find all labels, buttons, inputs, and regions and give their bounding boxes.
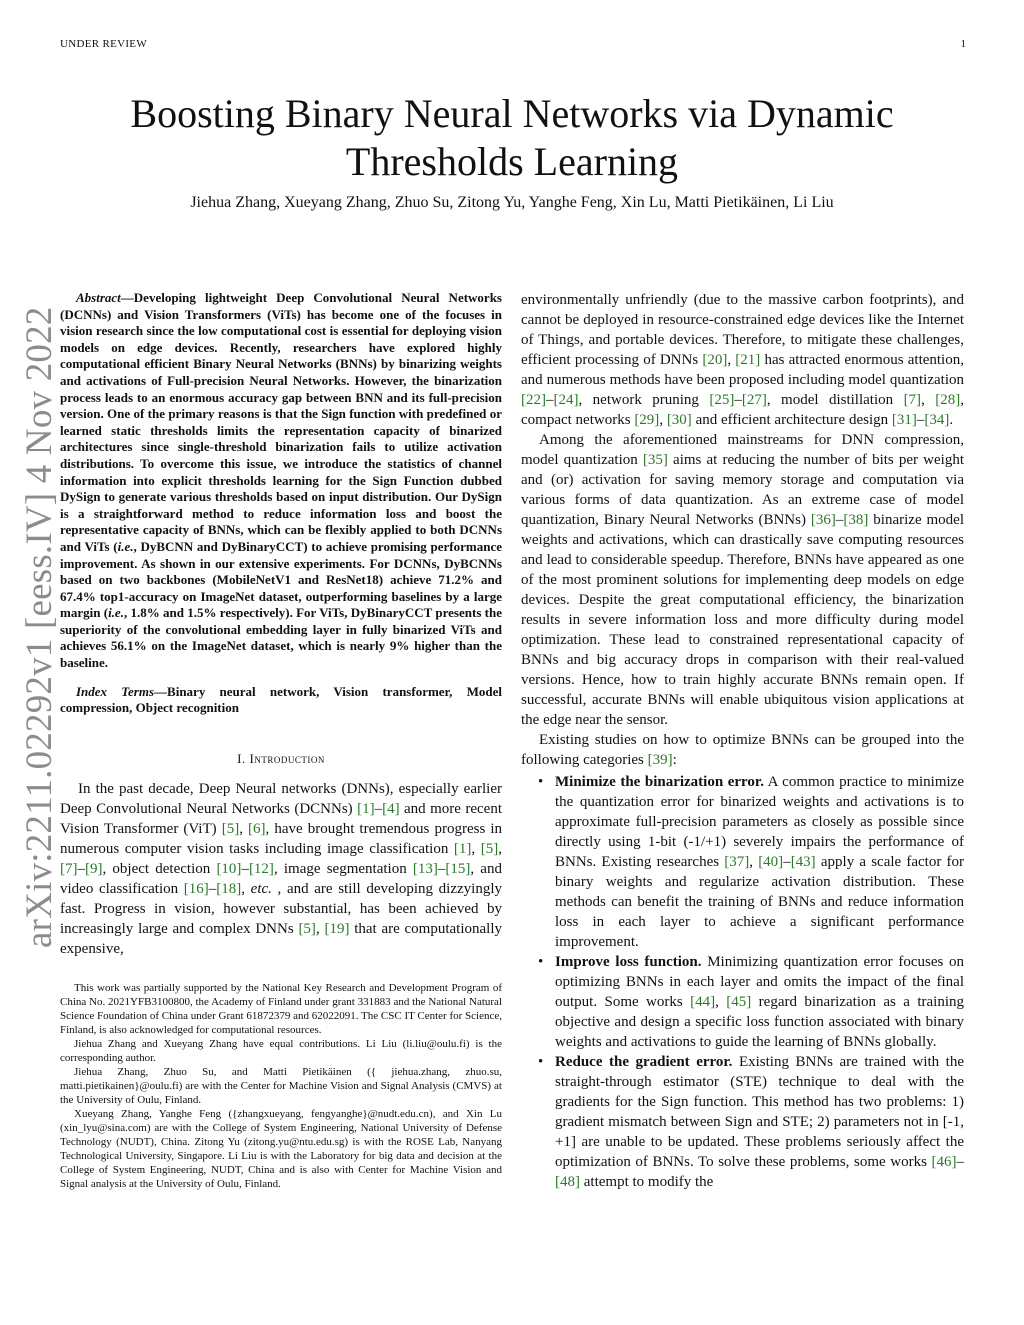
footnote-affiliation-oulu: Jiehua Zhang, Zhuo Su, and Matti Pietikäinen ({ jiehua.zhang, zhuo.su, matti.pietikainen}@oulu.fi) are with the Center for Machine Vision and Signal Analysis (CMVS) at the University of Oulu, Finland.: [60, 1065, 502, 1106]
citation-link[interactable]: [18]: [216, 880, 242, 897]
citation-link[interactable]: [19]: [324, 920, 350, 937]
citation-link[interactable]: [5]: [480, 840, 499, 857]
intro-paragraph: In the past decade, Deep Neural networks (DNNs), especially earlier Deep Convolutional Neural Networks (DCNNs) [1]–[4] and more recent Vision Transformer (ViT) [5], [6], have brought tremendous progress in numerous computer vision tasks including image classification [1], [5], [7]–[9], object detection [10]–[12], image segmentation [13]–[15], and video classification [16]–[18], etc. , and are still developing dizzyingly fast. Progress in vision, however substantial, has been achieved by increasingly large and complex DNNs [5], [19] that are computationally expensive,: [60, 780, 503, 957]
arxiv-side-stamp: arXiv:2211.02292v1 [eess.IV] 4 Nov 2022: [19, 306, 60, 948]
list-item: • Minimize the binarization error. A common practice to minimize the quantization error for binarized weights and activations is to approximate full-precision parameters as closely as possible since directly using 1-bit (-1/+1) severely impairs the performance of BNNs. Existing researches [37], [40]–[43] apply a scale factor for binary weights and regularize activation distribution. These methods can benefit the training of BNNs and reduce information loss in each layer to achieve a significant performance improvement.: [538, 774, 965, 950]
citation-link[interactable]: [15]: [445, 860, 471, 877]
citation-link[interactable]: [24]: [553, 392, 579, 408]
category-list: [521, 772, 964, 1192]
body-paragraph: Among the aforementioned mainstreams for DNN compression, model quantization [35] aims at reducing the number of bits per weight and (or) activation for saving memory storage and computation via various forms of data quantization. As an extreme case of model quantization, Binary Neural Networks (BNNs) [36]–[38] binarize model weights and activations, which can drastically save computing resources and lead to considerable speedup. Therefore, BNNs have appeared as one of the most prominent solutions for implementing deep models on edge devices. Despite the great computational efficiency, the binarization results in severe information loss and more difficulty during model optimization. These lead to constrained representational capacity of BNNs and big accuracy drops in comparison with their real-valued versions. Hence, how to train highly accurate BNNs remain open. If successful, accurate BNNs will enable ubiquitous vision applications at the edge near the sensor.: [521, 432, 964, 728]
citation-link[interactable]: [44]: [690, 994, 716, 1010]
author-list: Jiehua Zhang, Xueyang Zhang, Zhuo Su, Zitong Yu, Yanghe Feng, Xin Lu, Matti Pietikäinen, Li Liu: [190, 194, 834, 211]
citation-link[interactable]: [5]: [298, 920, 316, 937]
citation-link[interactable]: [9]: [85, 860, 103, 877]
running-header: UNDER REVIEW: [60, 38, 148, 50]
citation-link[interactable]: [1]: [453, 840, 472, 857]
citation-link[interactable]: [30]: [666, 412, 692, 428]
citation-link[interactable]: [12]: [248, 860, 274, 877]
footnote-funding: This work was partially supported by the National Key Research and Development Program of China No. 2021YFB3100800, the Academy of Finland under grant 331883 and the National Natural Science Foundation of China under Grant 61872379 and 62022091. The CSC IT Center for Science, Finland, is also acknowledged for computational resources.: [60, 981, 502, 1036]
citation-link[interactable]: [29]: [634, 412, 660, 428]
right-column: [521, 290, 964, 1192]
body-paragraph: Existing studies on how to optimize BNNs can be grouped into the following categories [39]:: [521, 732, 964, 768]
abstract-label: Abstract: [76, 290, 121, 305]
citation-link[interactable]: [34]: [924, 412, 950, 428]
citation-link[interactable]: [7]: [903, 392, 922, 408]
citation-link[interactable]: [31]: [891, 412, 917, 428]
title-line-2: Thresholds Learning: [345, 139, 679, 184]
citation-link[interactable]: [38]: [843, 512, 869, 528]
paper-title: [0, 90, 1024, 186]
bullet-icon: •: [538, 774, 544, 790]
title-line-1: Boosting Binary Neural Networks via Dynamic: [130, 91, 894, 136]
citation-link[interactable]: [43]: [790, 854, 816, 870]
citation-link[interactable]: [48]: [555, 1174, 580, 1190]
citation-link[interactable]: [13]: [412, 860, 438, 877]
citation-link[interactable]: [25]: [709, 392, 735, 408]
citation-link[interactable]: [27]: [741, 392, 767, 408]
left-column: [60, 290, 502, 1191]
citation-link[interactable]: [7]: [60, 860, 78, 877]
citation-link[interactable]: [20]: [702, 352, 728, 368]
index-terms: Index Terms—Binary neural network, Vision transformer, Model compression, Object recognition: [60, 683, 502, 716]
citation-link[interactable]: [39]: [647, 752, 673, 768]
citation-link[interactable]: [5]: [221, 820, 240, 837]
citation-link[interactable]: [46]: [931, 1154, 957, 1170]
citation-link[interactable]: [1]: [357, 800, 375, 817]
citation-link[interactable]: [36]: [810, 512, 836, 528]
citation-link[interactable]: [21]: [735, 352, 761, 368]
citation-link[interactable]: [10]: [216, 860, 242, 877]
citation-link[interactable]: [37]: [724, 854, 750, 870]
bullet-icon: •: [538, 1054, 544, 1070]
list-item: • Reduce the gradient error. Existing BNNs are trained with the straight-through estimator (STE) technique to deal with the gradients for the Sign function. This method has two problems: 1) gradient mismatch between Sign and STE; 2) parameters not in [-1, +1] are unable to be updated. These problems seriously affect the optimization of BNNs. To solve these problems, some works [46]–[48] attempt to modify the: [538, 1054, 964, 1190]
citation-link[interactable]: [16]: [183, 880, 209, 897]
citation-link[interactable]: [6]: [248, 820, 266, 837]
citation-link[interactable]: [35]: [642, 452, 668, 468]
citation-link[interactable]: [45]: [726, 994, 752, 1010]
abstract: Abstract—Developing lightweight Deep Convolutional Neural Networks (DCNNs) and Vision Transformers (ViTs) has become one of the focuses in vision research since the low computational cost is essential for deploying vision models on edge devices. Recently, researchers have explored highly computational efficient Binary Neural Networks (BNNs) by binarizing weights and activations of Full-precision Neural Networks. However, the binarization process leads to an enormous accuracy gap between BNN and its full-precision version. One of the primary reasons is that the Sign function with predefined or learned static thresholds limits the representation capacity of binarized architectures since single-threshold binarization fails to utilize activation distributions. To overcome this issue, we introduce the statistics of channel information into explicit thresholds learning for the Sign Function dubbed DySign to generate various thresholds based on input distribution. Our DySign is a straightforward method to reduce information loss and boost the representative capacity of BNNs, which can be flexibly applied to both DCNNs and ViTs (i.e., DyBCNN and DyBinaryCCT) to achieve promising performance improvement. As shown in our extensive experiments. For DCNNs, DyBCNNs based on two backbones (MobileNetV1 and ResNet18) achieve 71.2% and 67.4% top1-accuracy on ImageNet dataset, outperforming baselines by a large margin (i.e., 1.8% and 1.5% respectively). For ViTs, DyBinaryCCT presents the superiority of the convolutional embedding layer in fully binarized ViTs and achieves 56.1% on the ImageNet dataset, which is nearly 9% higher than the baseline.: [60, 290, 503, 671]
citation-link[interactable]: [40]: [758, 854, 784, 870]
index-terms-label: Index Terms: [76, 683, 155, 699]
list-item: • Improve loss function. Minimizing quantization error focuses on optimizing BNNs in each layer and omits the impact of the final output. Some works [44], [45] regard binarization as a training objective and design a specific loss function associated with binary weights and activations to guide the learning of BNNs globally.: [538, 954, 965, 1050]
body-paragraph: environmentally unfriendly (due to the massive carbon footprints), and cannot be deployed in resource-constrained edge devices like the Internet of Things, and portable devices. Therefore, to mitigate these challenges, efficient processing of DNNs [20], [21] has attracted enormous attention, and numerous methods have been proposed including model quantization [22]–[24], network pruning [25]–[27], model distillation [7], [28], compact networks [29], [30] and efficient architecture design [31]–[34].: [521, 292, 964, 428]
footnote-contribution: Jiehua Zhang and Xueyang Zhang have equal contributions. Li Liu (li.liu@oulu.fi) is the corresponding author.: [60, 1037, 502, 1064]
citation-link[interactable]: [4]: [382, 800, 400, 817]
section-heading-introduction: I. Introduction: [237, 750, 325, 766]
bullet-icon: •: [538, 954, 544, 970]
footnotes: [60, 981, 502, 1191]
citation-link[interactable]: [22]: [521, 392, 546, 408]
page-number: 1: [960, 38, 966, 50]
citation-link[interactable]: [28]: [935, 392, 961, 408]
footnote-affiliation-nudt: Xueyang Zhang, Yanghe Feng ({zhangxueyang, fengyanghe}@nudt.edu.cn), and Xin Lu (xin_lyu@sina.com) are with the College of System Engineering, National University of Defense Technology (NUDT), China. Zitong Yu (zitong.yu@ntu.edu.sg) is with the ROSE Lab, Nanyang Technological University, Singapore. Li Liu is with the Laboratory for big data and decision at the College of System Engineering, NUDT, China and is also with Center for Machine Vision and Signal analysis at the University of Oulu, Finland.: [60, 1107, 502, 1190]
